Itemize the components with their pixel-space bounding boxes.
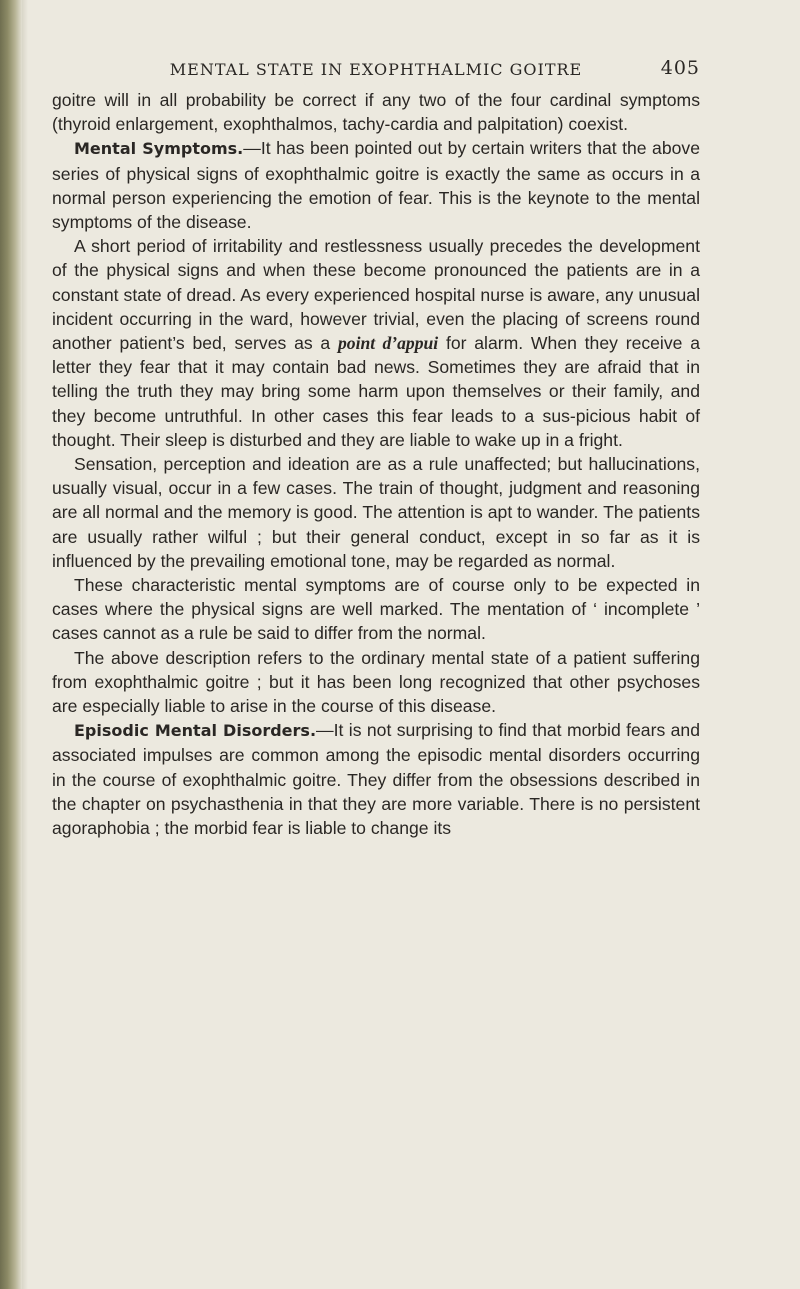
running-title: MENTAL STATE IN EXOPHTHALMIC GOITRE <box>169 60 583 79</box>
section-heading: Episodic Mental Disorders. <box>74 721 317 741</box>
page-gutter <box>22 0 28 1289</box>
book-page <box>52 58 700 840</box>
paragraph: goitre will in all probability be correct if any two of the four cardinal symptoms (thyroid enlargement, exophthalmos, tachy-cardia and palpitation) coexist. <box>52 90 700 135</box>
book-binding-shadow <box>0 0 22 1289</box>
paragraph: Sensation, perception and ideation are as a rule unaffected; but hallucinations, usually visual, occur in a few cases. The train of thought, judgment and reasoning are all normal and the memory is good. The attention is apt to wander. The patients are usually rather wilful ; but their general conduct, except in so far as it is influenced by the prevailing emotional tone, may be regarded as normal. <box>52 454 700 571</box>
running-head <box>52 58 700 88</box>
italic-phrase: point d’appui <box>338 333 439 354</box>
paragraph: These characteristic mental symptoms are of course only to be expected in cases where the physical signs are well marked. The mentation of ‘ incomplete ’ cases cannot as a rule be said to differ from the normal. <box>52 575 700 644</box>
paragraph: The above description refers to the ordinary mental state of a patient suffering from exophthalmic goitre ; but it has been long recognized that other psychoses are especially liable to arise in the course of this disease. <box>52 647 700 717</box>
paragraph: Mental Symptoms.—It has been pointed out by certain writers that the above series of physical signs of exophthalmic goitre is exactly the same as occurs in a normal person experiencing the emotion of fear. This is the keynote to the mental symptoms of the disease. <box>52 138 700 233</box>
paragraph: Episodic Mental Disorders.—It is not surprising to find that morbid fears and associated impulses are common among the episodic mental disorders occurring in the course of exophthalmic goitre. They differ from the obsessions described in the chapter on psychasthenia in that they are more variable. There is no persistent agoraphobia ; the morbid fear is liable to change its <box>52 720 700 839</box>
section-heading: Mental Symptoms. <box>74 139 244 159</box>
page-number: 405 <box>660 57 700 79</box>
paragraph: A short period of irritability and restlessness usually precedes the development of the physical signs and when these become pronounced the patients are in a constant state of dread. As every experienced hospital nurse is aware, any unusual incident occurring in the ward, however trivial, even the placing of screens round another patient’s bed, serves as a point d’appui for alarm. When they receive a letter they fear that it may contain bad news. Sometimes they are afraid that in telling the truth they may bring some harm upon themselves or their family, and they become untruthful. In other cases this fear leads to a sus-picious habit of thought. Their sleep is disturbed and they are liable to wake up in a fright. <box>52 236 700 450</box>
body-text <box>52 88 700 840</box>
